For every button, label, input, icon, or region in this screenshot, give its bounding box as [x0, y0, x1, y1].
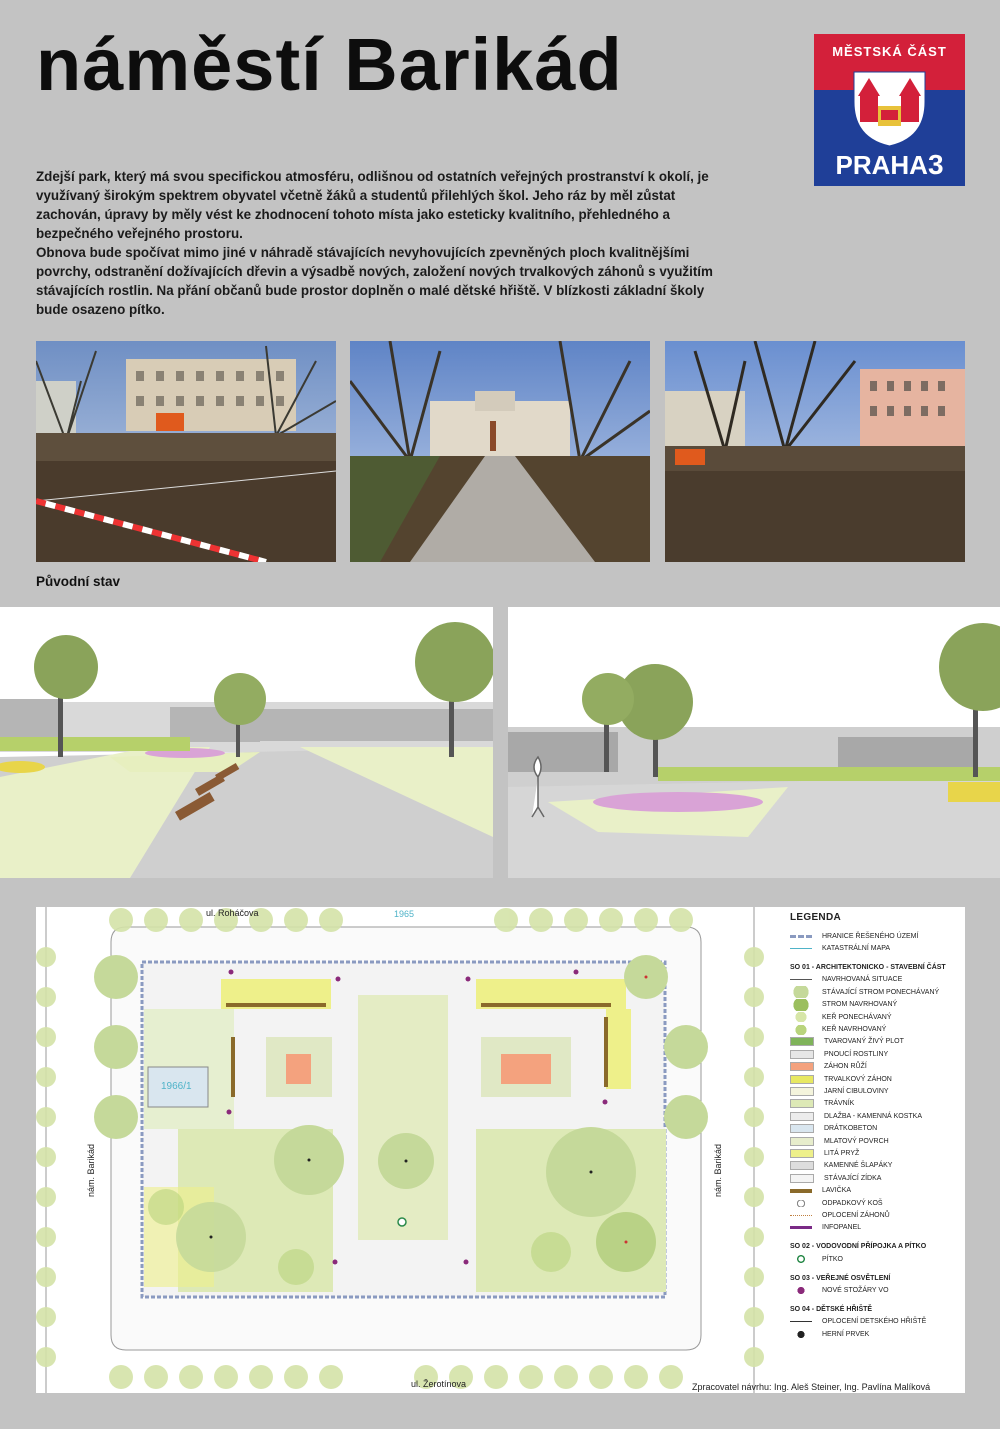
photos-caption: Původní stav — [36, 574, 121, 589]
parcel-label-1965: 1965 — [394, 909, 415, 919]
street-label-bottom: ul. Žerotínova — [411, 1379, 467, 1389]
legend-swatch — [790, 1012, 812, 1022]
legend-item — [790, 1073, 962, 1085]
legend-swatch — [790, 1124, 814, 1133]
svg-text:PRAHA3 — [835, 149, 943, 180]
legend-label: ZÁHON RŮŽÍ — [824, 1063, 867, 1071]
legend-label: DLAŽBA - KAMENNÁ KOSTKA — [824, 1112, 923, 1120]
legend-swatch — [790, 999, 812, 1011]
legend-label: SO 02 - VODOVODNÍ PŘÍPOJKA A PÍTKO — [790, 1243, 927, 1251]
legend-item — [790, 1061, 962, 1073]
intro-text — [36, 167, 736, 319]
legend-item — [790, 1011, 962, 1023]
legend-label: HERNÍ PRVEK — [822, 1330, 870, 1338]
legend-label: LITÁ PRYŽ — [824, 1149, 860, 1157]
legend-swatch — [790, 1287, 812, 1294]
legend-label: STÁVAJÍCÍ STROM PONECHÁVANÝ — [822, 988, 940, 996]
legend-swatch — [790, 1254, 812, 1264]
street-label-right: nám. Barikád — [713, 1143, 723, 1197]
legend-label: SO 03 - VEŘEJNÉ OSVĚTLENÍ — [790, 1274, 891, 1282]
legend-item — [790, 1172, 962, 1184]
legend-label: MLATOVÝ POVRCH — [824, 1137, 889, 1145]
legend-label: NAVRHOVANÁ SITUACE — [822, 976, 903, 984]
legend-swatch — [790, 1149, 814, 1158]
legend-item — [790, 1222, 962, 1234]
legend-label: PNOUCÍ ROSTLINY — [824, 1050, 889, 1058]
legend-label: ODPADKOVÝ KOŠ — [822, 1199, 883, 1207]
legend-label: DRÁTKOBETON — [824, 1125, 878, 1133]
legend-label: PÍTKO — [822, 1255, 844, 1263]
legend-swatch — [790, 1189, 812, 1193]
plan-legend — [790, 913, 962, 1341]
legend-swatch — [790, 1215, 812, 1216]
legend-item — [790, 1209, 962, 1221]
legend-item — [790, 1036, 962, 1048]
legend-label: KAMENNÉ ŠLAPÁKY — [824, 1162, 893, 1170]
legend-item — [790, 1284, 962, 1296]
legend-label: TRÁVNÍK — [824, 1100, 855, 1108]
legend-label: KATASTRÁLNÍ MAPA — [822, 945, 891, 953]
legend-item — [790, 1184, 962, 1196]
legend-heading: LEGENDA — [790, 912, 841, 923]
legend-swatch — [790, 1331, 812, 1338]
legend-item — [790, 962, 962, 974]
legend-item — [790, 1253, 962, 1265]
logo-top-text: MĚSTSKÁ ČÁST — [832, 44, 947, 59]
legend-label: SO 01 - ARCHITEKTONICKO - STAVEBNÍ ČÁST — [790, 964, 946, 972]
legend-item — [790, 1304, 962, 1316]
legend-swatch — [790, 1321, 812, 1322]
legend-item — [790, 1023, 962, 1035]
logo-bottom-number: 3 — [927, 149, 944, 180]
legend-item — [790, 1328, 962, 1340]
photo-original-1 — [36, 341, 336, 562]
legend-swatch — [790, 948, 812, 949]
intro-paragraph-1: Zdejší park, který má svou specifickou atmosféru, odlišnou od ostatních veřejných prostranství k okolí, je využívaný širokým spektrem obyvatel včetně žáků a studentů přilehlých škol. Jeho ráz by měl zůstat zachován, úpravy by měly vést ke zhodnocení tohoto místa jako esteticky kvalitního, přehledného a bezpečného veřejného prostoru. — [36, 169, 709, 241]
legend-swatch — [790, 1050, 814, 1059]
street-label-top: ul. Roháčova — [206, 908, 259, 918]
legend-swatch — [790, 1099, 814, 1108]
legend-label: STROM NAVRHOVANÝ — [822, 1001, 898, 1009]
coat-of-arms-icon — [814, 34, 965, 186]
legend-item — [790, 1241, 962, 1253]
legend-item — [790, 1048, 962, 1060]
legend-item — [790, 999, 962, 1011]
photo-original-3 — [665, 341, 965, 562]
legend-item — [790, 1110, 962, 1122]
legend-swatch — [790, 1075, 814, 1084]
legend-item — [790, 930, 962, 942]
legend-item — [790, 1316, 962, 1328]
legend-label: NOVÉ STOŽÁRY VO — [822, 1287, 889, 1295]
legend-item — [790, 974, 962, 986]
legend-swatch — [790, 986, 812, 998]
legend-swatch — [790, 1161, 814, 1170]
legend-swatch — [790, 1226, 812, 1229]
legend-swatch — [790, 979, 812, 980]
intro-paragraph-2: Obnova bude spočívat mimo jiné v náhradě stávajících nevyhovujících zpevněných ploch kvalitnějšími povrchy, odstranění dožívajících dřevin a výsadbě nových, založení nových trvalkových záhonů s využitím stávajících rostlin. Na přání občanů bude prostor doplněn o malé dětské hřiště. V blízkosti základní školy bude osazeno pítko. — [36, 245, 713, 317]
legend-item — [790, 1122, 962, 1134]
logo-bottom-text: PRAHA — [835, 150, 928, 180]
credit-line: Zpracovatel návrhu: Ing. Aleš Steiner, Ing. Pavlína Malíková — [692, 1382, 931, 1392]
legend-label: TRVALKOVÝ ZÁHON — [824, 1075, 892, 1083]
legend-item — [790, 1135, 962, 1147]
legend-item — [790, 942, 962, 954]
legend-swatch — [790, 1174, 814, 1183]
legend-swatch — [790, 1200, 812, 1207]
page-title: náměstí Barikád — [36, 23, 623, 106]
legend-label: KEŘ NAVRHOVANÝ — [822, 1026, 887, 1034]
legend-label: TVAROVANÝ ŽIVÝ PLOT — [824, 1038, 904, 1046]
legend-swatch — [790, 1037, 814, 1046]
legend-item — [790, 1160, 962, 1172]
legend-swatch — [790, 1025, 812, 1035]
street-label-left: nám. Barikád — [86, 1143, 96, 1197]
legend-label: HRANICE ŘEŠENÉHO ÚZEMÍ — [822, 932, 919, 940]
legend-label: STÁVAJÍCÍ ZÍDKA — [824, 1174, 882, 1182]
parcel-label-1966: 1966/1 — [161, 1081, 192, 1092]
legend-label: LAVIČKA — [822, 1187, 852, 1195]
legend-label: JARNÍ CIBULOVINY — [824, 1087, 889, 1095]
legend-label: OPLOCENÍ ZÁHONŮ — [822, 1211, 890, 1219]
legend-item — [790, 1197, 962, 1209]
visualisation-2 — [508, 607, 1000, 878]
legend-label: KEŘ PONECHÁVANÝ — [822, 1013, 892, 1021]
legend-swatch — [790, 1087, 814, 1096]
legend-swatch — [790, 1137, 814, 1146]
legend-label: INFOPANEL — [822, 1224, 862, 1232]
legend-item — [790, 1147, 962, 1159]
legend-swatch — [790, 935, 812, 938]
praha-3-logo — [814, 34, 965, 186]
legend-label: SO 04 - DĚTSKÉ HŘIŠTĚ — [790, 1306, 873, 1314]
legend-swatch — [790, 1062, 814, 1071]
legend-label: OPLOCENÍ DETSKÉHO HŘIŠTĚ — [822, 1318, 927, 1326]
legend-item — [790, 1085, 962, 1097]
visualisation-1 — [0, 607, 493, 878]
legend-item — [790, 1098, 962, 1110]
legend-item — [790, 986, 962, 998]
photo-original-2 — [350, 341, 650, 562]
legend-item — [790, 1272, 962, 1284]
legend-swatch — [790, 1112, 814, 1121]
